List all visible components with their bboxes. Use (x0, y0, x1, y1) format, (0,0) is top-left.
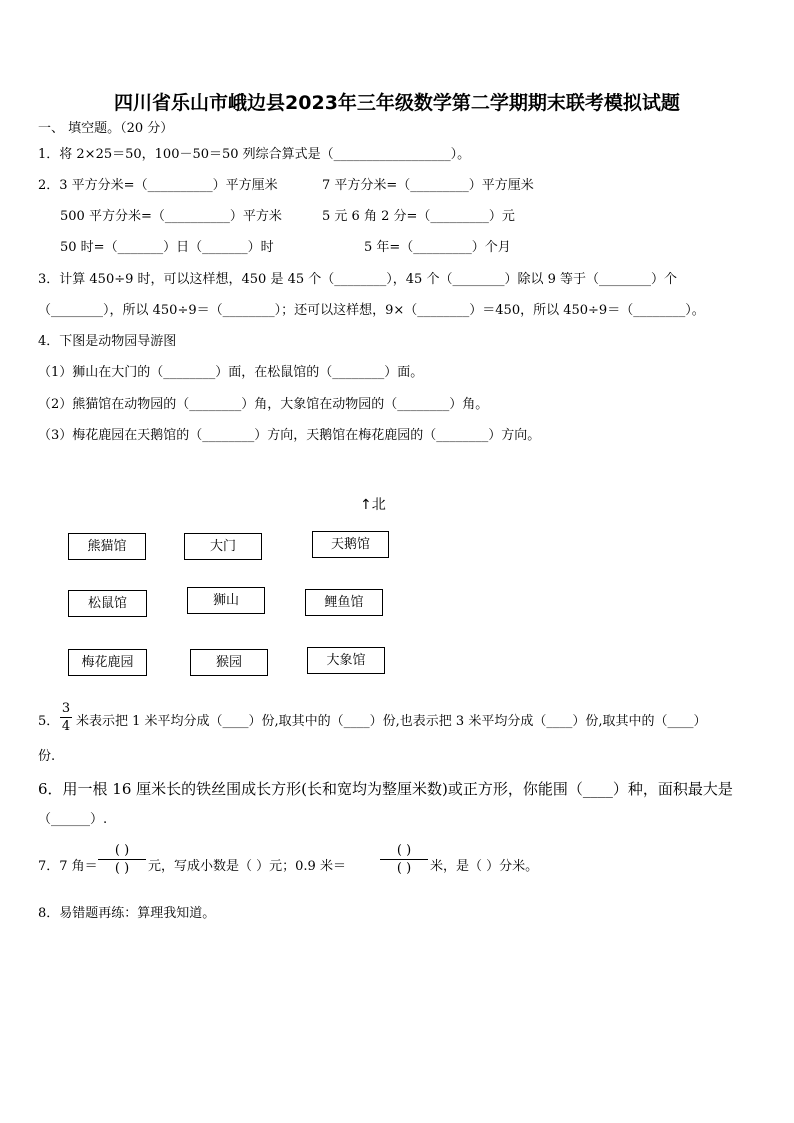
question-7-part2: 元，写成小数是（ ）元；0.9 米＝ (148, 859, 346, 874)
question-2-row3-right: 5 年=（_________）个月 (364, 240, 511, 255)
question-2-row2-left: 500 平方分米=（__________）平方米 (60, 209, 282, 224)
question-5-number: 5． (38, 714, 60, 729)
question-5-text: 米表示把 1 米平均分成（____）份,取其中的（____）份,也表示把 3 米平均分成（____）份,取其中的（____） (76, 714, 707, 729)
question-2-row1-right: 7 平方分米=（_________）平方厘米 (322, 178, 534, 193)
question-5-tail: 份. (38, 749, 56, 764)
map-carp-hall: 鲤鱼馆 (305, 589, 383, 616)
question-8: 8．易错题再练：算理我知道。 (38, 906, 216, 921)
map-panda-hall: 熊猫馆 (68, 533, 146, 560)
question-7-fraction-2 (380, 843, 428, 876)
fraction-numerator: ( ) (396, 843, 412, 858)
fraction-numerator: 3 (61, 701, 71, 716)
question-1: 1．将 2×25＝50，100－50＝50 列综合算式是（__________________）。 (38, 147, 471, 162)
map-monkey-garden: 猴园 (190, 649, 268, 676)
fraction-numerator: ( ) (114, 843, 130, 858)
north-arrow: ↑北 (360, 497, 386, 513)
fraction-bar (60, 717, 72, 718)
question-4-sub3: （3）梅花鹿园在天鹅馆的（________）方向，天鹅馆在梅花鹿园的（________）方向。 (38, 428, 541, 443)
fraction-denominator: ( ) (396, 861, 412, 876)
fraction-bar (380, 859, 428, 860)
map-deer-garden: 梅花鹿园 (68, 649, 147, 676)
question-4-title: 4．下图是动物园导游图 (38, 334, 177, 349)
map-swan-hall: 天鹅馆 (312, 531, 389, 558)
question-2-row1-left: 2．3 平方分米=（__________）平方厘米 (38, 178, 278, 193)
question-4-sub1: （1）狮山在大门的（________）面，在松鼠馆的（________）面。 (38, 365, 424, 380)
question-6-line1: 6．用一根 16 厘米长的铁丝围成长方形(长和宽均为整厘米数)或正方形，你能围（____）种，面积最大是 (38, 780, 733, 798)
question-3-line2: （________），所以 450÷9＝（________）；还可以这样想，9×（________）＝450，所以 450÷9＝（________）。 (38, 303, 705, 318)
question-3-line1: 3．计算 450÷9 时，可以这样想，450 是 45 个（________），45 个（________）除以 9 等于（________）个 (38, 272, 677, 287)
map-lion-hill: 狮山 (187, 587, 265, 614)
question-2-row2-right: 5 元 6 角 2 分=（_________）元 (322, 209, 515, 224)
fraction-bar (98, 859, 146, 860)
question-5-fraction (60, 701, 72, 734)
section-heading: 一、 填空题。（20 分） (38, 121, 174, 136)
question-7-fraction-1 (98, 843, 146, 876)
question-7-part1: 7．7 角＝ (38, 859, 98, 874)
page-title: 四川省乐山市峨边县2023年三年级数学第二学期期末联考模拟试题 (114, 92, 680, 114)
question-7-part3: 米，是（ ）分米。 (430, 859, 539, 874)
question-4-sub2: （2）熊猫馆在动物园的（________）角，大象馆在动物园的（________）角。 (38, 397, 489, 412)
fraction-denominator: ( ) (114, 861, 130, 876)
question-2-row3-left: 50 时=（_______）日（_______）时 (60, 240, 274, 255)
map-elephant-hall: 大象馆 (307, 647, 385, 674)
question-6-line2: （______）. (38, 812, 108, 827)
map-main-gate: 大门 (184, 533, 262, 560)
fraction-denominator: 4 (61, 719, 71, 734)
map-squirrel-hall: 松鼠馆 (68, 590, 147, 617)
